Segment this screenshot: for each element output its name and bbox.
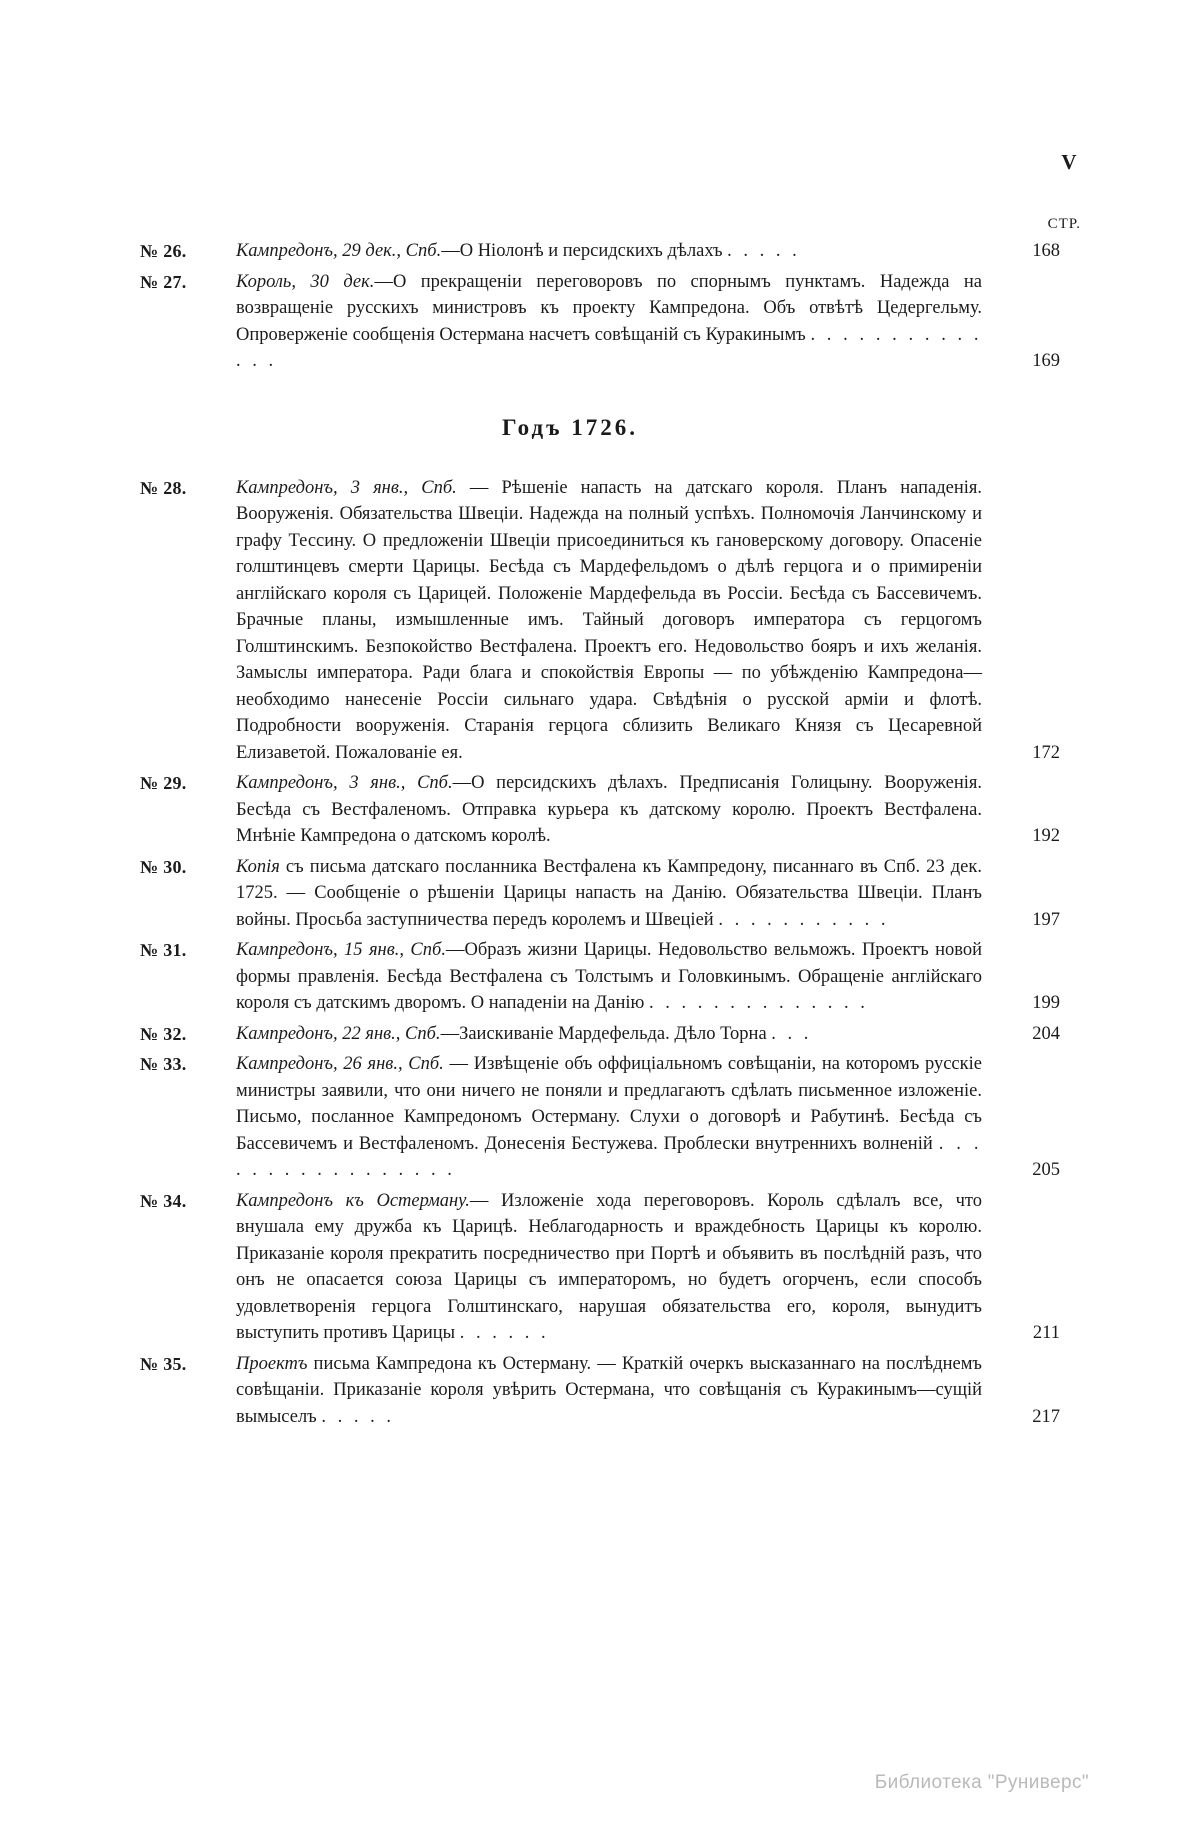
toc-content [140,238,1060,1434]
toc-entry-page: 204 [1032,1023,1060,1044]
toc-entry-number: № 31. [140,940,187,960]
toc-entry-page: 169 [1032,351,1060,371]
toc-entry-leader: . . . . . . [459,1323,550,1343]
toc-entry-number: № 26. [140,241,187,261]
toc-entry-number: № 27. [140,271,187,292]
toc-entry-body [140,1021,1060,1048]
toc-entry-page: 217 [1032,1406,1060,1427]
toc-entry-title: Проектъ [236,1353,308,1374]
toc-entry-body [140,770,1060,850]
toc-entry-number: № 33. [140,1054,187,1074]
toc-entry-page: 199 [1032,993,1060,1013]
toc-entry-title: Кампредонъ, 3 янв., Спб. [236,773,453,793]
toc-entry-text: —Заискиваніе Мардефельда. Дѣло Торна [440,1023,767,1044]
section-heading: Годъ 1726. [502,414,638,440]
toc-entry-number: № 34. [140,1190,187,1211]
toc-entry[interactable] [140,475,1060,767]
toc-entry-body [140,269,1060,375]
toc-entry-title: Кампредонъ, 22 янв., Спб. [236,1023,441,1044]
toc-entry-leader: . . . . . . . . . . . . . . [236,324,982,371]
library-watermark: Библиотека "Руниверс" [874,1772,1089,1793]
toc-entry-text: — Извѣщеніе объ оффиціальномъ совѣщаніи, на которомъ русскіе министры заявили, что они ничего не поняли и предлагаютъ сдѣлать письменное изложеніе. Письмо, посланное Кампредономъ Остерману. Слухи о договорѣ и Рабутинѣ. Бесѣда съ Бассевичемъ и Вестфаленомъ. Донесенія Бестужева. Проблески внутреннихъ волненій [236,1054,982,1154]
toc-entry-page: 211 [1032,1323,1060,1343]
toc-entry-text: —О персидскихъ дѣлахъ. Предписанія Голицыну. Вооруженія. Бесѣда съ Вестфаленомъ. Отправка курьера къ датскому королю. Проектъ Вестфалена. Мнѣніе Кампредона о датскомъ королѣ. [236,773,982,846]
toc-entry[interactable] [140,937,1060,1017]
toc-entry-text: —Образъ жизни Царицы. Недовольство вельможъ. Проектъ новой формы правленія. Бесѣда Вестфалена съ Толстымъ и Головкинымъ. Обращеніе англійскаго короля съ датскимъ дворомъ. О нападеніи на Данію [236,940,982,1013]
toc-entry-title: Копія [236,856,280,877]
toc-entry-number: № 30. [140,856,187,877]
toc-entry[interactable] [140,770,1060,850]
toc-entry-number: № 32. [140,1023,187,1044]
toc-entry-text: — Изложеніе хода переговоровъ. Король сдѣлалъ все, что внушала ему дружба къ Царицѣ. Неблагодарность и враждебность Царицы къ королю. Приказаніе короля прекратить посредничество при Портѣ и объявить въ послѣдній разъ, что онъ не опасается союза Царицы съ императоромъ, но будетъ огорченъ, если способъ удовлетворенія герцога Голштинскаго, нарушая обязательства его, короля, вынудитъ выступить противъ Царицы [236,1190,982,1343]
page-column-header: СТР. [1047,216,1081,232]
toc-entry-title: Кампредонъ, 26 янв., Спб. [236,1054,444,1074]
toc-entry-leader: . . . . . . . . . . . [718,909,889,930]
toc-entry-page: 172 [1032,742,1060,763]
toc-entry-leader: . . . . . [321,1406,395,1427]
toc-entry-body [140,475,1060,767]
toc-entry-number: № 29. [140,773,187,793]
page-folio: V [1061,150,1077,174]
toc-entry-body [140,937,1060,1017]
toc-entry-number: № 35. [140,1353,187,1374]
toc-entry-title: Кампредонъ, 3 янв., Спб. [236,477,457,498]
toc-entry-title: Кампредонъ къ Остерману. [236,1190,470,1211]
toc-entry-text: —О Ніолонѣ и персидскихъ дѣлахъ [441,241,723,261]
toc-entry-page: 168 [1032,241,1060,261]
toc-entry-number: № 28. [140,477,187,498]
toc-entry-page: 205 [1032,1160,1060,1180]
toc-entry-page: 192 [1032,826,1060,846]
toc-entry[interactable] [140,1021,1060,1048]
toc-entry-body [140,1051,1060,1184]
toc-entry-leader: . . . [771,1023,812,1044]
toc-entry-body [140,1188,1060,1347]
toc-entry-leader: . . . . . . . . . . . . . . . . . [236,1133,982,1180]
toc-entry-leader: . . . . . [727,241,801,261]
toc-entry[interactable] [140,854,1060,934]
toc-entry-text: съ письма датскаго посланника Вестфалена къ Кампредону, писаннаго въ Спб. 23 дек. 1725. — Сообщеніе о рѣшеніи Царицы напасть на Данію. Обязательства Швеціи. Планъ войны. Просьба заступничества передъ королемъ и Швеціей [236,856,982,930]
toc-entry-text: —О прекращеніи переговоровъ по спорнымъ пунктамъ. Надежда на возвращеніе русскихъ министровъ къ проекту Кампредона. Объ отвѣтѣ Цедергельму. Опроверженіе сообщенія Остермана насчетъ совѣщаній съ Куракинымъ [236,271,982,345]
toc-entry-title: Кампредонъ, 29 дек., Спб. [236,241,442,261]
toc-entry-body [140,854,1060,934]
toc-entry-text: письма Кампредона къ Остерману. — Краткій очеркъ высказаннаго на послѣднемъ совѣщаніи. Приказаніе короля увѣрить Остермана, что совѣщанія съ Куракинымъ—сущій вымыселъ [236,1353,982,1427]
toc-entry[interactable] [140,238,1060,265]
toc-entry[interactable] [140,269,1060,375]
toc-entry-title: Кампредонъ, 15 янв., Спб. [236,940,446,960]
toc-entry-title: Король, 30 дек. [236,271,375,292]
toc-entry-leader: . . . . . . . . . . . . . . [648,993,869,1013]
toc-entry-body [140,1351,1060,1431]
toc-entry-body [140,238,1060,265]
toc-entry-text: — Рѣшеніе напасть на датскаго короля. Планъ нападенія. Вооруженія. Обязательства Швеціи. Надежда на полный успѣхъ. Полномочія Ланчинскому и графу Тессину. О предложеніи Швеціи присоединиться къ гановерскому договору. Опасеніе голштинцевъ смерти Царицы. Бесѣда съ Мардефельдомъ о дѣлѣ герцога и о примиреніи англійскаго короля съ Царицей. Положеніе Мардефельда въ Россіи. Бесѣда съ Бассевичемъ. Брачные планы, измышленные имъ. Тайный договоръ императора съ герцогомъ Голштинскимъ. Безпокойство Вестфалена. Проектъ его. Недовольство бояръ и ихъ желанія. Замыслы императора. Ради блага и спокойствія Европы — по убѣжденію Кампредона—необходимо нанесеніе Россіи сильнаго удара. Свѣдѣнія о русской арміи и флотѣ. Подробности вооруженія. Старанія герцога сблизить Великаго Князя съ Цесаревной Елизаветой. Пожалованіе ея. [236,477,982,763]
toc-entry[interactable] [140,1351,1060,1431]
toc-entry[interactable] [140,1051,1060,1184]
toc-entry[interactable] [140,1188,1060,1347]
toc-entry-page: 197 [1032,909,1060,930]
